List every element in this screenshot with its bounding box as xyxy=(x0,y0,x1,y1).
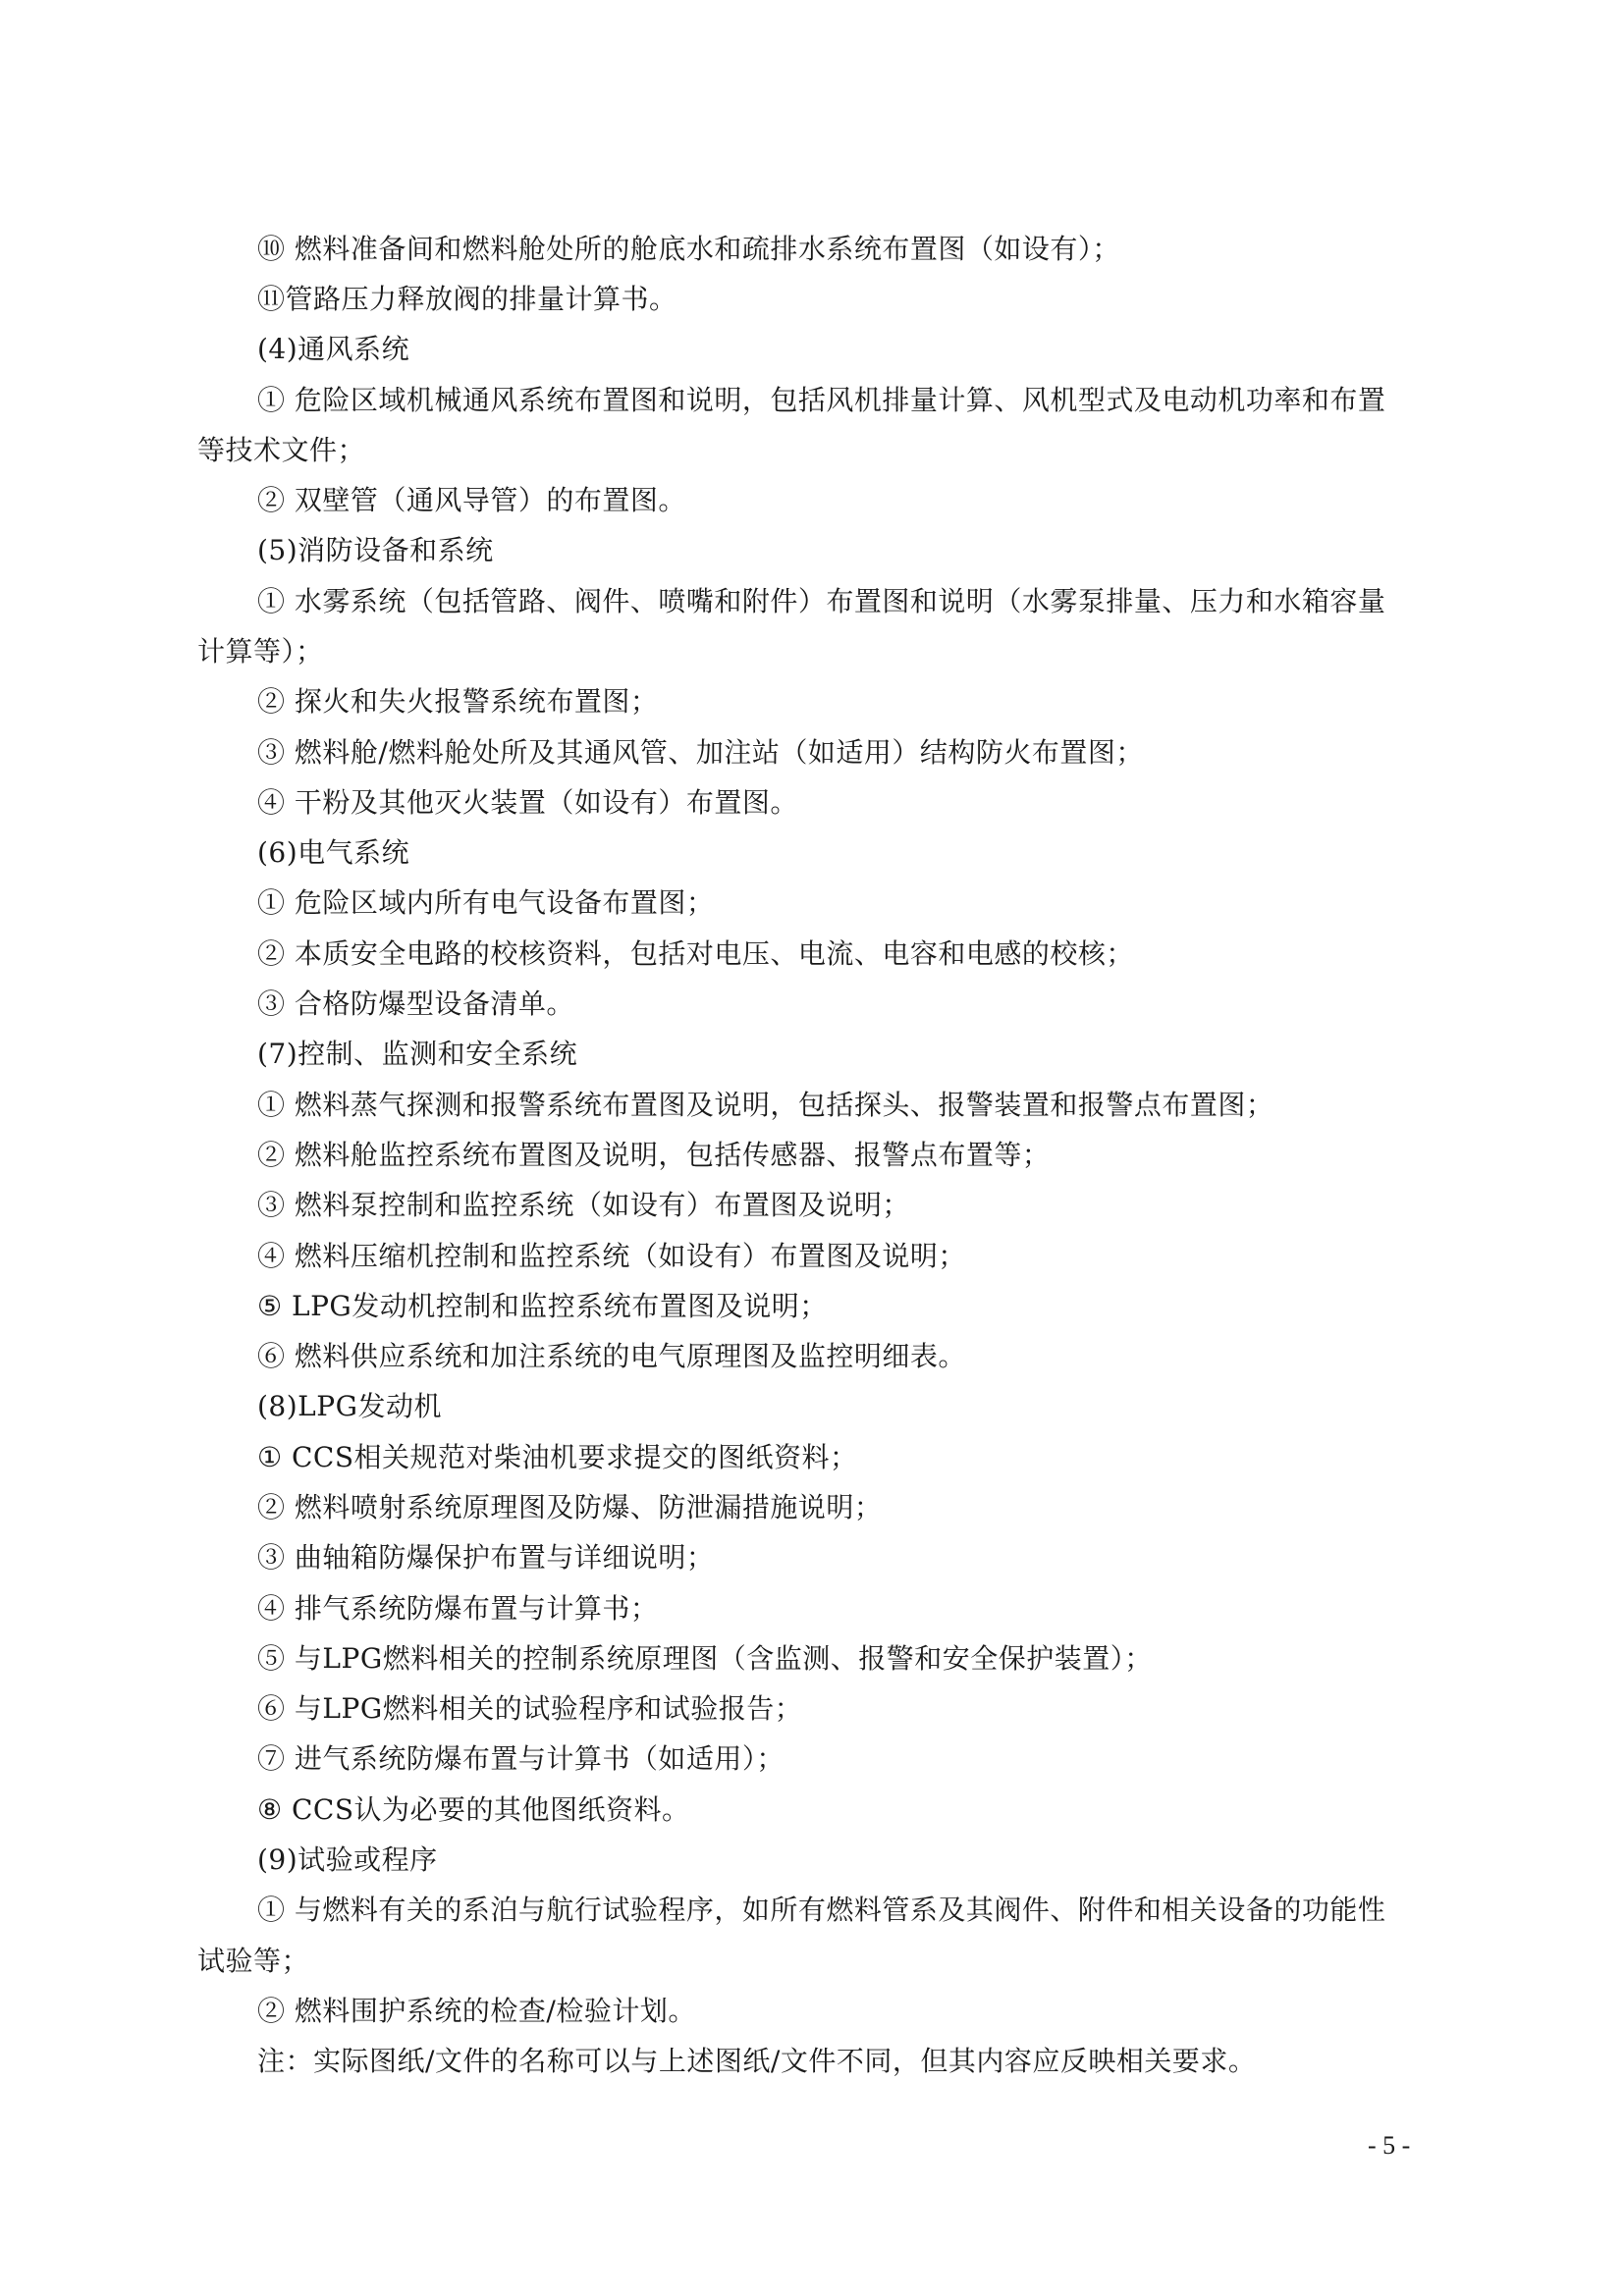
section-6-heading: (6)电气系统 xyxy=(257,836,410,869)
section-4-item-2: ② 双壁管（通风导管）的布置图。 xyxy=(257,484,686,516)
section-5-item-1: ① 水雾系统（包括管路、阀件、喷嘴和附件）布置图和说明（水雾泵排量、压力和水箱容量 xyxy=(257,585,1386,617)
section-9-heading: (9)试验或程序 xyxy=(257,1843,438,1876)
section-9-item-1: ① 与燃料有关的系泊与航行试验程序，如所有燃料管系及其阀件、附件和相关设备的功能性 xyxy=(257,1894,1386,1926)
section-8-item-4: ④ 排气系统防爆布置与计算书； xyxy=(257,1592,659,1625)
section-7-item-1: ① 燃料蒸气探测和报警系统布置图及说明，包括探头、报警装置和报警点布置图； xyxy=(257,1089,1274,1121)
section-8-item-7: ⑦ 进气系统防爆布置与计算书（如适用）； xyxy=(257,1742,785,1775)
section-4-heading: (4)通风系统 xyxy=(257,333,410,365)
section-5-item-2: ② 探火和失火报警系统布置图； xyxy=(257,685,659,718)
section-7-item-6: ⑥ 燃料供应系统和加注系统的电气原理图及监控明细表。 xyxy=(257,1340,966,1372)
section-8-item-6: ⑥ 与LPG燃料相关的试验程序和试验报告； xyxy=(257,1692,803,1725)
section-4-item-1-cont: 等技术文件； xyxy=(197,434,366,466)
section-6-item-2: ② 本质安全电路的校核资料，包括对电压、电流、电容和电感的校核； xyxy=(257,937,1134,970)
section-7-item-3: ③ 燃料泵控制和监控系统（如设有）布置图及说明； xyxy=(257,1189,910,1221)
section-9-item-2: ② 燃料围护系统的检查/检验计划。 xyxy=(257,1995,696,2027)
section-8-heading: (8)LPG发动机 xyxy=(257,1390,442,1422)
section-8-item-8: ⑧ CCS认为必要的其他图纸资料。 xyxy=(257,1793,690,1826)
section-7-item-2: ② 燃料舱监控系统布置图及说明，包括传感器、报警点布置等； xyxy=(257,1139,1051,1171)
section-5-heading: (5)消防设备和系统 xyxy=(257,534,494,566)
section-5-item-4: ④ 干粉及其他灭火装置（如设有）布置图。 xyxy=(257,786,798,819)
item-11-relief-valve: ⑪管路压力释放阀的排量计算书。 xyxy=(257,283,677,315)
section-6-item-3: ③ 合格防爆型设备清单。 xyxy=(257,988,574,1020)
section-6-item-1: ① 危险区域内所有电气设备布置图； xyxy=(257,886,715,919)
section-8-item-2: ② 燃料喷射系统原理图及防爆、防泄漏措施说明； xyxy=(257,1491,883,1523)
section-7-item-5: ⑤ LPG发动机控制和监控系统布置图及说明； xyxy=(257,1290,828,1322)
section-9-item-1-cont: 试验等； xyxy=(197,1945,310,1977)
item-10-bilge-drainage: ⑩ 燃料准备间和燃料舱处所的舱底水和疏排水系统布置图（如设有）； xyxy=(257,233,1120,265)
section-7-heading: (7)控制、监测和安全系统 xyxy=(257,1038,578,1070)
section-5-item-1-cont: 计算等）； xyxy=(197,635,324,667)
section-7-item-4: ④ 燃料压缩机控制和监控系统（如设有）布置图及说明； xyxy=(257,1240,966,1272)
section-8-item-1: ① CCS相关规范对柴油机要求提交的图纸资料； xyxy=(257,1441,858,1473)
section-8-item-3: ③ 曲轴箱防爆保护布置与详细说明； xyxy=(257,1541,715,1574)
section-5-item-3: ③ 燃料舱/燃料舱处所及其通风管、加注站（如适用）结构防火布置图； xyxy=(257,736,1144,769)
section-4-item-1: ① 危险区域机械通风系统布置图和说明，包括风机排量计算、风机型式及电动机功率和布置 xyxy=(257,384,1386,416)
note: 注：实际图纸/文件的名称可以与上述图纸/文件不同，但其内容应反映相关要求。 xyxy=(257,2045,1257,2077)
page-number: - 5 - xyxy=(1368,2131,1411,2160)
section-8-item-5: ⑤ 与LPG燃料相关的控制系统原理图（含监测、报警和安全保护装置）； xyxy=(257,1642,1153,1675)
